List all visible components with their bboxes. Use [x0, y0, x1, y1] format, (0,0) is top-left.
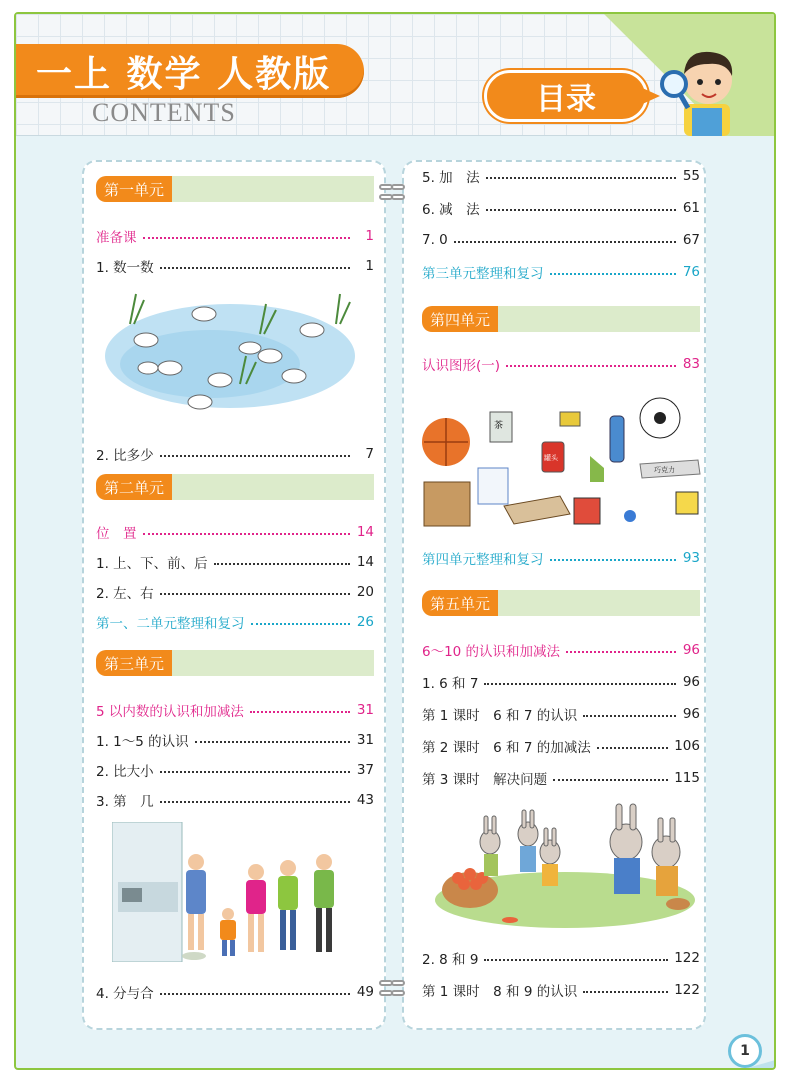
toc-entry[interactable]: 第三单元整理和复习 76 — [422, 264, 700, 282]
toc-entry[interactable]: 2. 比多少 7 — [96, 446, 374, 464]
unit-3-label: 第三单元 — [96, 650, 172, 676]
toc-entry[interactable]: 5. 加 法 55 — [422, 168, 700, 186]
toc-entry[interactable]: 第 2 课时 6 和 7 的加减法 106 — [422, 738, 700, 756]
toc-entry[interactable]: 3. 第 几 43 — [96, 792, 374, 810]
toc-entry[interactable]: 第 1 课时 8 和 9 的认识 122 — [422, 982, 700, 1000]
toc-entry[interactable]: 2. 左、右 20 — [96, 584, 374, 602]
toc-entry[interactable]: 6～10 的认识和加减法 96 — [422, 642, 700, 660]
toc-entry[interactable]: 第 3 课时 解决问题 115 — [422, 770, 700, 788]
unit-3-header — [96, 650, 374, 676]
toc-entry[interactable]: 第四单元整理和复习 93 — [422, 550, 700, 568]
unit-4-label: 第四单元 — [422, 306, 498, 332]
toc-entry[interactable]: 第 1 课时 6 和 7 的认识 96 — [422, 706, 700, 724]
page-number: 1 — [728, 1034, 762, 1068]
book-title: 一上 数学 人教版 — [14, 44, 364, 98]
unit-1-label: 第一单元 — [96, 176, 172, 202]
boy-with-magnifier-illustration — [656, 44, 756, 136]
unit-2-header — [96, 474, 374, 500]
people-queueing-illustration — [112, 822, 342, 962]
unit-4-header — [422, 306, 700, 332]
toc-entry[interactable]: 1. 1～5 的认识 31 — [96, 732, 374, 750]
toc-entry[interactable]: 7. 0 67 — [422, 232, 700, 248]
binder-rings-bottom — [377, 980, 407, 1002]
toc-entry[interactable]: 1. 上、下、前、后 14 — [96, 554, 374, 572]
toc-entry[interactable]: 准备课 1 — [96, 228, 374, 246]
toc-badge: 目录 — [484, 70, 648, 122]
toc-entry[interactable]: 位 置 14 — [96, 524, 374, 542]
binder-rings-top — [377, 184, 407, 206]
svg-text:罐头: 罐头 — [544, 454, 558, 462]
3d-shapes-objects-illustration — [420, 386, 704, 536]
unit-5-header — [422, 590, 700, 616]
toc-entry[interactable]: 4. 分与合 49 — [96, 984, 374, 1002]
toc-entry[interactable]: 1. 数一数 1 — [96, 258, 374, 276]
unit-5-label: 第五单元 — [422, 590, 498, 616]
svg-text:茶: 茶 — [494, 421, 504, 431]
svg-text:巧克力: 巧克力 — [654, 466, 675, 474]
unit-2-label: 第二单元 — [96, 474, 172, 500]
toc-entry[interactable]: 2. 8 和 9 122 — [422, 950, 700, 968]
unit-1-header — [96, 176, 374, 202]
page-frame — [14, 12, 776, 1070]
rabbits-picnic-illustration — [430, 800, 700, 930]
contents-subtitle: CONTENTS — [92, 98, 236, 127]
toc-entry[interactable]: 第一、二单元整理和复习 26 — [96, 614, 374, 632]
toc-entry[interactable]: 2. 比大小 37 — [96, 762, 374, 780]
toc-entry[interactable]: 1. 6 和 7 96 — [422, 674, 700, 692]
toc-entry[interactable]: 认识图形(一) 83 — [422, 356, 700, 374]
toc-entry[interactable]: 5 以内数的认识和加减法 31 — [96, 702, 374, 720]
toc-entry[interactable]: 6. 减 法 61 — [422, 200, 700, 218]
swans-on-lake-illustration — [100, 284, 360, 420]
